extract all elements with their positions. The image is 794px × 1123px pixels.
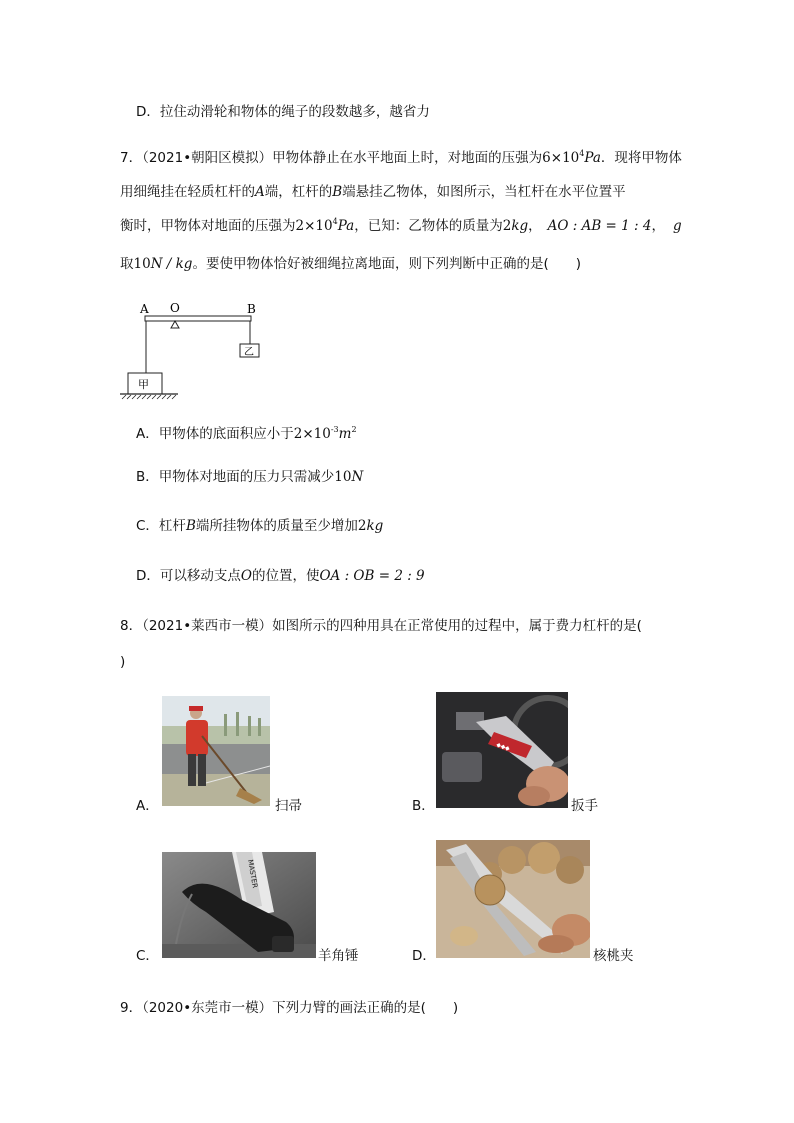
label-point-b: B bbox=[247, 302, 256, 316]
label-point-a: A bbox=[140, 302, 149, 316]
label-point-o: O bbox=[170, 301, 180, 315]
q6-option-d: D．拉住动滑轮和物体的绳子的段数越多，越省力 bbox=[136, 104, 430, 120]
q7-option-a: A．甲物体的底面积应小于$2\times 10^{-3}m^2$ bbox=[136, 425, 357, 442]
lever-diagram bbox=[118, 298, 268, 404]
q7-line-4: 取10N / kg。要使甲物体恰好被细绳拉离地面，则下列判断中正确的是( ) bbox=[120, 256, 581, 272]
q8-line-1: 8．（2021•莱西市一模）如图所示的四种用具在正常使用的过程中，属于费力杠杆的是( bbox=[120, 618, 642, 634]
q7-line-2: 用细绳挂在轻质杠杆的A端，杠杆的B端悬挂乙物体，如图所示，当杠杆在水平位置平 bbox=[120, 184, 626, 200]
option-b-name: 扳手 bbox=[571, 798, 598, 814]
q9-line-1: 9．（2020•东莞市一模）下列力臂的画法正确的是( ) bbox=[120, 1000, 459, 1016]
option-c-name: 羊角锤 bbox=[318, 948, 359, 964]
sweeping-broom-photo bbox=[162, 696, 270, 806]
option-c-letter: C． bbox=[136, 948, 159, 964]
q7-option-d: D．可以移动支点O的位置，使OA : OB = 2 : 9 bbox=[136, 568, 425, 584]
q7-line-1: 7．（2021•朝阳区模拟）甲物体静止在水平地面上时，对地面的压强为$6\times 10^4Pa$．现将甲物体 bbox=[120, 149, 682, 166]
svg-text:MASTER: MASTER bbox=[246, 858, 259, 889]
option-d-name: 核桃夹 bbox=[593, 948, 634, 964]
q7-line-3: 衡时，甲物体对地面的压强为$2\times 10^4Pa$，已知：乙物体的质量为2kg， AO : AB = 1 : 4， g bbox=[120, 217, 682, 234]
lever-bar bbox=[145, 316, 251, 321]
label-jia: 甲 bbox=[138, 378, 149, 391]
fulcrum-icon bbox=[171, 321, 179, 328]
q7-option-b: B．甲物体对地面的压力只需减少10N bbox=[136, 469, 364, 485]
option-a-letter: A． bbox=[136, 798, 159, 814]
option-d-letter: D． bbox=[412, 948, 436, 964]
claw-hammer-photo bbox=[162, 852, 316, 958]
q7-option-c: C．杠杆B端所挂物体的质量至少增加2kg bbox=[136, 518, 384, 534]
label-yi: 乙 bbox=[244, 347, 254, 358]
option-b-letter: B． bbox=[412, 798, 435, 814]
nutcracker-photo bbox=[436, 840, 590, 958]
wrench-photo bbox=[436, 692, 568, 808]
option-a-name: 扫帚 bbox=[275, 798, 302, 814]
q8-line-2: ) bbox=[120, 654, 126, 670]
ground-hatching bbox=[122, 395, 176, 399]
svg-text:◆◆◆: ◆◆◆ bbox=[495, 741, 511, 753]
